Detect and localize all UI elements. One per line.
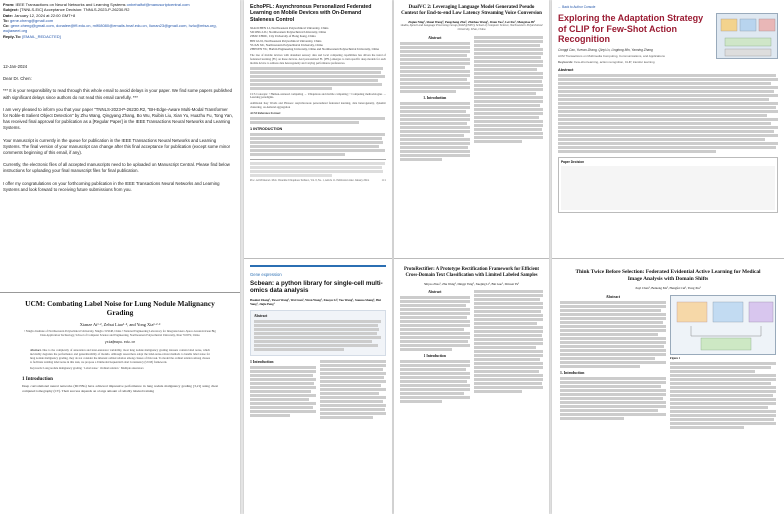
paper-title: DualVC 2: Leveraging Language Model Generated Pseudo Context for End-to-end Low Latency Streaming Voice Conversion [401, 5, 542, 17]
paper-title: Scbean: a python library for single-cell multi-omics data analysis [250, 280, 383, 295]
paper-title: EchoPFL: Asynchronous Personalized Federated Learning on Mobile Devices with On-Demand Staleness Control [250, 4, 372, 23]
paper-authors: Shiyao Zhao¹, Zhu Wang¹, Dingqi Yang², Xuejing Li¹, Bin Guo¹, Zhiwen Yu¹ [423, 282, 520, 286]
abstract-heading: Abstract [428, 290, 442, 294]
email-cc-links[interactable]: gene.cheng@gmail.com, donalee@ffl.edu.cn, mlf08080@emails.hnaf.edu.cn, liunan23@gmail.com, hzlu@mtsa.org, wujiaweei.org [3, 23, 217, 34]
recommendation-box: Paper Decision [558, 157, 778, 213]
email-to-link[interactable]: gene.cheng@gmail.com [10, 17, 54, 23]
protorectifier-paper [394, 258, 549, 514]
federated-evidential-paper [552, 258, 784, 514]
paper-title: UCM: Combating Label Noise for Lung Nodule Malignancy Grading [25, 299, 215, 317]
ccs-concepts: CCS Concepts: • Human-centered computing → Ubiquitous and mobile computing; • Computing methodologies → Learning paradigms. [250, 91, 386, 100]
paper-authors: Congqi Cao, Yueran Zhang, Qinyi Lv, Lingtong Min, Yanning Zhang [558, 47, 653, 52]
section-heading: 1. Introduction [423, 96, 447, 101]
acm-reference: ACM Reference Format: [250, 111, 281, 116]
section-heading: 1 Introduction [22, 377, 53, 383]
keywords-line: Keywords: Few-shot learning, action recognition, CLIP, transfer learning [558, 59, 655, 64]
email-from: IEEE Transactions on Neural Networks and Learning Systems [15, 2, 126, 7]
back-to-console-link[interactable]: ← Back to Author Console [558, 5, 596, 9]
intro-text: Deep convolutional neural networks (DCNNs) have achieved impressive performance in lung nodule malignancy grading [3,21] using chest computed tomography (CT). Their success depends on a large amount of reliably labeled training [22, 384, 218, 393]
abstract-heading: Abstract [605, 294, 621, 299]
email-paragraph: I am very pleased to inform you that your paper "TNNLS-2023-P-26230.R2, "BH-Edge-Aware Multi-Modal Transformer for Noble-B Salient Object Detection" by Zhu Wang, Qingyang Zhang, Bo Wu, Ruibin Liu, Xian Yu, Huazhu Fu, Tong Yan, has received final approval for publication as a [Regular Paper] in the IEEE Transactions Neural Networks and Learning Systems. [3, 106, 233, 131]
paper-keywords: Keywords: Lung nodule malignancy grading · Label noise · Ordinal relation · Multiple annotators [30, 366, 144, 371]
email-date-line: 12-Jan-2024 [3, 64, 28, 69]
email-paragraph: *** It is your responsibility to read through this whole email to avoid delays in your paper. We find some papers published with significant delays since authors do not read this email carefully. *** [3, 88, 232, 100]
abstract-heading: Abstract [558, 67, 574, 72]
section-heading: 1 Introduction [250, 359, 274, 364]
paper-ucm [0, 292, 240, 514]
email-sender-link[interactable]: onbehalfof@manuscriptcentral.com [126, 2, 190, 7]
paper-authors: Ziqian Ning¹, Shuai Wang², Pengcheng Zhu³, Zhichao Wang¹, Jixun Yao¹, Lei Xie¹, Mengxiao Bi³ [408, 20, 535, 25]
scbean-paper [244, 258, 392, 514]
paper-echopfl-page [244, 0, 392, 514]
paper-title: ProtoRectifier: A Prototype Rectification Framework for Efficient Cross-Domain Text Classification with Limited Labeled Samples [403, 267, 540, 278]
email-header: From: IEEE Transactions on Neural Networks and Learning Systems onbehalfof@manuscriptcentral.com Subject: [TNNLS-EiC] Acceptance Decision: TNNLS-2023-P-26230.R2 Date: January 12, 2024 at 22:00 GMT+8 To: gene.cheng@gmail.com Cc: gene.cheng@gmail.com, donalee@ffl.edu.cn, mlf08080@emails.hnaf.edu.cn, liunan23@gmail.com, hzlu@mtsa.org, wujiaweei.org Reply-To: [EMAIL_REDACTED] [3, 2, 217, 39]
paper-affiliation: ¹ Ningbo Institute of Northwestern Polytechnical University, Ningbo 315048, China ² National Engineering Laboratory for Integrated Aero-Space-Ground-Ocean Big Data Application Technology, School of Computer Science and Engineering, Northwestern Polytechnical University, Xian 710072, China [24, 329, 216, 337]
paper-authors: Jiayi Chen¹, Benteng Ma², Hengfei Cui¹, Yong Xia¹ [635, 285, 701, 290]
section-heading: 1 Introduction [423, 354, 446, 358]
figure-1 [670, 295, 776, 355]
figure-caption: Figure 1 [670, 356, 680, 360]
acceptance-email-page [0, 0, 240, 514]
keywords: Additional Key Words and Phrases: Asynchronous personalized federated learning, data heterogeneity, dynamic clustering, on-demand aggregation [250, 101, 386, 110]
email-body [3, 64, 234, 199]
abstract-heading: Abstract [428, 36, 442, 41]
teaser-figure-graphic [717, 14, 779, 60]
paper-abstract: The rise of mobile devices with abundant sensory data and local computing capabilities has driven the trend of federated learning (FL) on these devices. And personalized FL (PFL) emerges to train specific deep models for each mobile device to address data heterogeneity and varying performance preferences. [250, 52, 386, 65]
email-paragraph: Your manuscript is currently in the queue for publication in the IEEE Transactions Neural Networks and Learning Systems. The final version of your manuscript can change after this final acceptance for publication (except some minor comments beginning of this email, if any). [3, 137, 231, 156]
figure-1-graphic [671, 296, 775, 356]
section-heading: 1. Introduction [560, 370, 585, 375]
page-footer: Proc. ACM Interact. Mob. Wearable Ubiquitous Technol., Vol. 8, No. 1, Article 11. Publication date: January 2024. 11:1 [250, 179, 386, 183]
paper-authors: Xianze Ai¹·², Zehui Liao¹·², and Yong Xia¹·²·³ [79, 322, 161, 327]
paper-venue: ACM Transactions on Multimedia Computing, Communications, and Applications [558, 53, 665, 58]
teaser-figure [716, 13, 778, 59]
paper-title: Exploring the Adaptation Strategy of CLIP for Few-Shot Action Recognition [558, 13, 704, 44]
journal-bar [250, 265, 386, 267]
journal-section: Gene expression [250, 272, 282, 277]
email-paragraph: Currently, the electronic files of all accepted manuscripts need to be uploaded on Manuscript Central. Please find below instructions for uploading your final manuscript files for final publication. [3, 162, 230, 174]
email-date: January 12, 2024 at 22:00 GMT+8 [14, 12, 76, 18]
email-subject: [TNNLS-EiC] Acceptance Decision: TNNLS-2023-P-26230.R2 [19, 7, 130, 13]
paper-email: yxia@nwpu.edu.cn [104, 339, 136, 344]
section-heading: 1 INTRODUCTION [250, 127, 283, 132]
paper-abstract: Abstract. Due to the complexity of annotation and inter-annotator variability, most lung nodule malignancy grading datasets contain label noise, which inevitably degrades the performance and generalizability of models. Although researchers adopt the label-noise-robust methods to handle label noise for lung nodule malignancy grading, they do not consider the inherent ordinal relation among classes of this task. To model the ordinal relation among classes to facilitate tackling label noise in this task, we propose a Unimodal-Sequential Label Consistency (UCM) framework. [30, 347, 210, 364]
author-list: XIAOCHEN LI, Northwestern Polytechnical University, China SICONG LIU, Northwestern Polytechnical University, China ZIMU ZHOU, City University of Hong Kong, China BIN GUO, Northwestern Polytechnical University, China YUAN XU, Northwestern Polytechnical University, China ZHIWEN YU, Harbin Engineering University, China and Northwestern Polytechnical University, China [250, 26, 379, 51]
email-greeting: Dear Dr. Chen: [3, 76, 32, 82]
paper-clip-fewshot-page [552, 0, 784, 514]
paper-affiliation: ¹Audio, Speech and Language Processing Group (ASLP@NPU), School of Computer Science, Northwestern Polytechnical University, Xi'an, China [400, 23, 543, 32]
abstract-box: Abstract [250, 310, 386, 356]
paper-dualvc-page [394, 0, 549, 514]
email-paragraph: I offer my congratulations on your forthcoming publication in the IEEE Transactions Neural Networks and Learning Systems and look forward to receiving future submissions from you. [3, 180, 220, 192]
email-reply-to[interactable]: [EMAIL_REDACTED] [22, 33, 61, 39]
paper-authors: Haohui Zhang¹, Yuwei Wang¹, Wei Lian¹, Yiren Wang², Xiaoyu Li³, Tao Wang¹, Xuesuo Shang¹, Hui Yang¹, Jiajie Peng¹ [250, 297, 382, 306]
paper-title: Think Twice Before Selection: Federated Evidential Active Learning for Medical Image Analysis with Domain Shifts [575, 269, 761, 282]
